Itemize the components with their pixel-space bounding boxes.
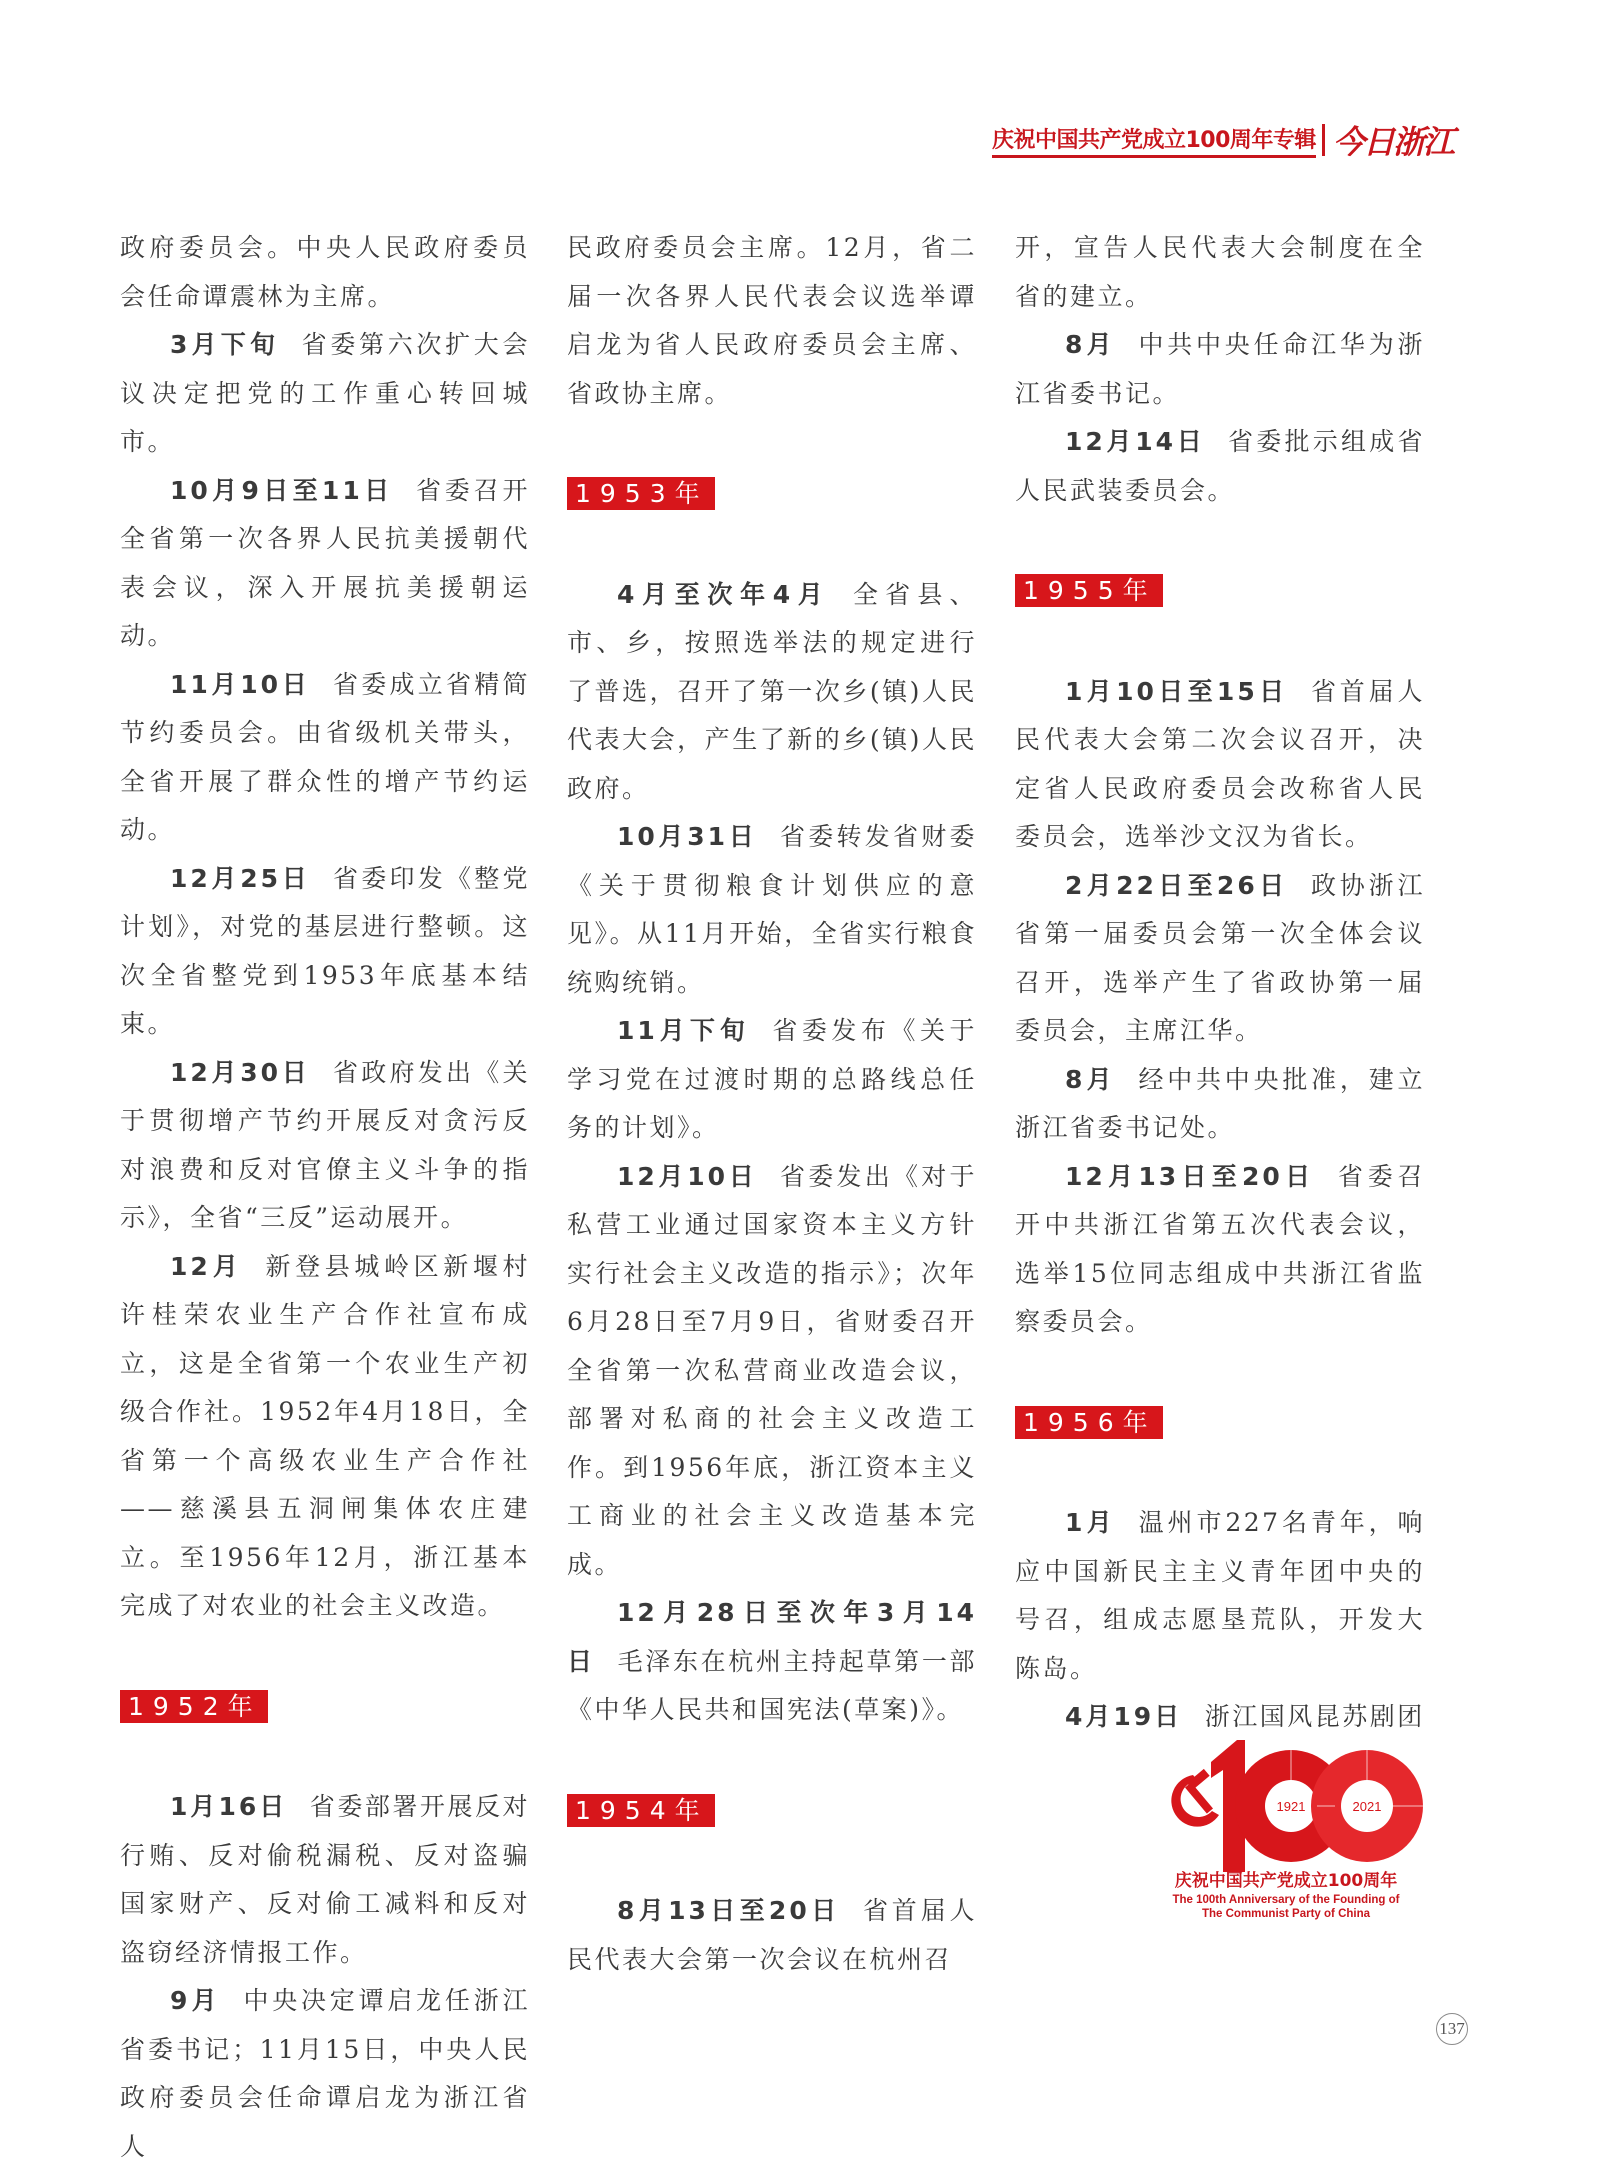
- entry-text: 省委印发《整党计划》，对党的基层进行整顿。这次全省整党到1953年底基本结束。: [120, 863, 530, 1038]
- entry-text: 政府委员会。中央人民政府委员会任命谭震林为主席。: [120, 233, 530, 311]
- entry-date: 12月30日: [170, 1057, 311, 1087]
- chronicle-entry: [567, 813, 977, 1007]
- chronicle-entry: [1015, 321, 1425, 418]
- header-title: 庆祝中国共产党成立100周年专辑: [992, 123, 1316, 158]
- text-column-3: [1015, 224, 1425, 1742]
- entry-text: 中央决定谭启龙任浙江省委书记；11月15日，中央人民政府委员会任命谭启龙为浙江省人: [120, 1986, 530, 2161]
- chronicle-entry: [1015, 862, 1425, 1056]
- entry-text: 民政府委员会主席。12月，省二届一次各界人民代表会议选举谭启龙为省人民政府委员会主席、省政协主席。: [567, 233, 977, 408]
- entry-text: 温州市227名青年，响应中国新民主主义青年团中央的号召，组成志愿垦荒队，开发大陈岛。: [1015, 1508, 1425, 1683]
- entry-text: 省委部署开展反对行贿、反对偷税漏税、反对盗骗国家财产、反对偷工减料和反对盗窃经济情报工作。: [120, 1792, 530, 1967]
- chronicle-entry: [567, 1589, 977, 1735]
- entry-date: 10月9日至11日: [170, 475, 394, 505]
- entry-date: 12月13日至20日: [1065, 1161, 1316, 1191]
- page-number: 137: [1436, 2013, 1468, 2045]
- entry-date: 12月28日至次年3月14日: [567, 1598, 977, 1676]
- entry-date: 12月: [170, 1251, 244, 1281]
- entry-date: 4月至次年4月: [617, 579, 831, 609]
- text-column-2: [567, 224, 977, 1984]
- entry-date: 2月22日至26日: [1065, 870, 1289, 900]
- logo-year-start: 1921: [1276, 1799, 1306, 1814]
- chronicle-entry: [1015, 224, 1425, 321]
- entry-date: 12月25日: [170, 863, 311, 893]
- entry-date: 9月: [170, 1986, 221, 2015]
- chronicle-entry: [567, 571, 977, 814]
- header-divider: [1322, 124, 1325, 156]
- entry-text: 省委转发省财委《关于贯彻粮食计划供应的意见》。从11月开始，全省实行粮食统购统销。: [567, 822, 977, 997]
- entry-text: 省首届人民代表大会第一次会议在杭州召: [567, 1896, 977, 1974]
- entry-text: 经中共中央批准，建立浙江省委书记处。: [1015, 1064, 1425, 1142]
- chronicle-entry: [567, 1887, 977, 1984]
- entry-text: 省委召开全省第一次各界人民抗美援朝代表会议，深入开展抗美援朝运动。: [120, 475, 530, 650]
- text-column-1: [120, 224, 530, 2171]
- entry-date: 1月10日至15日: [1065, 676, 1289, 706]
- year-heading: [1015, 567, 1425, 616]
- year-heading: [1015, 1399, 1425, 1448]
- chronicle-entry: [1015, 418, 1425, 515]
- year-heading: [567, 470, 977, 519]
- year-heading-label: 1953年: [567, 477, 715, 510]
- entry-date: 10月31日: [617, 822, 758, 851]
- entry-date: 8月: [1065, 1064, 1116, 1094]
- chronicle-entry: [120, 1977, 530, 2171]
- entry-text: 开，宣告人民代表大会制度在全省的建立。: [1015, 233, 1425, 311]
- chronicle-entry: [120, 467, 530, 661]
- year-heading: [120, 1683, 530, 1732]
- year-heading: [567, 1787, 977, 1836]
- entry-date: 1月16日: [170, 1792, 288, 1821]
- chronicle-entry: [567, 224, 977, 418]
- entry-text: 浙江国风昆苏剧团: [1204, 1702, 1425, 1731]
- entry-text: 省首届人民代表大会第二次会议召开，决定省人民政府委员会改称省人民委员会，选举沙文汉为省长。: [1015, 676, 1425, 851]
- centenary-emblem-icon: [1141, 1722, 1431, 1922]
- chronicle-entry: [567, 1007, 977, 1153]
- chronicle-entry: [120, 661, 530, 855]
- entry-date: 11月下旬: [617, 1016, 750, 1045]
- logo-english-line-2: The Communist Party of China: [1201, 1908, 1371, 1920]
- entry-date: 8月13日至20日: [617, 1896, 841, 1925]
- entry-text: 省委成立省精简节约委员会。由省级机关带头，全省开展了群众性的增产节约运动。: [120, 669, 530, 844]
- year-heading-label: 1954年: [567, 1794, 715, 1827]
- entry-text: 省委批示组成省人民武装委员会。: [1015, 427, 1425, 505]
- chronicle-entry: [120, 224, 530, 321]
- logo-english-line-1: The 100th Anniversary of the Founding of: [1172, 1894, 1400, 1906]
- entry-text: 省政府发出《关于贯彻增产节约开展反对贪污反对浪费和反对官僚主义斗争的指示》，全省“三反”运动展开。: [120, 1057, 530, 1232]
- entry-text: 省委第六次扩大会议决定把党的工作重心转回城市。: [120, 330, 530, 456]
- logo-title: 庆祝中国共产党成立100周年: [1174, 1871, 1398, 1891]
- entry-text: 毛泽东在杭州主持起草第一部《中华人民共和国宪法(草案)》。: [567, 1646, 977, 1724]
- magazine-logo: 今日浙江: [1332, 123, 1453, 161]
- entry-date: 8月: [1065, 330, 1116, 359]
- entry-text: 中共中央任命江华为浙江省委书记。: [1015, 330, 1425, 408]
- chronicle-entry: [120, 1783, 530, 1977]
- entry-text: 省委召开中共浙江省第五次代表会议，选举15位同志组成中共浙江省监察委员会。: [1015, 1161, 1425, 1336]
- chronicle-entry: [120, 1243, 530, 1631]
- page-header: [992, 122, 1453, 161]
- entry-text: 全省县、市、乡，按照选举法的规定进行了普选，召开了第一次乡(镇)人民代表大会，产生了新的乡(镇)人民政府。: [567, 579, 977, 803]
- entry-text: 新登县城岭区新堰村许桂荣农业生产合作社宣布成立，这是全省第一个农业生产初级合作社。1952年4月18日，全省第一个高级农业生产合作社——慈溪县五洞闸集体农庄建立。至1956年12月，浙江基本完成了对农业的社会主义改造。: [120, 1251, 530, 1620]
- chronicle-entry: [567, 1153, 977, 1590]
- chronicle-entry: [120, 321, 530, 467]
- entry-date: 11月10日: [170, 669, 311, 699]
- centenary-logo: [1141, 1722, 1431, 1922]
- entry-date: 4月19日: [1065, 1702, 1183, 1731]
- year-heading-label: 1955年: [1015, 574, 1163, 607]
- chronicle-entry: [1015, 1056, 1425, 1153]
- entry-date: 3月下旬: [170, 330, 280, 359]
- logo-year-end: 2021: [1352, 1799, 1382, 1814]
- chronicle-entry: [120, 855, 530, 1049]
- entry-text: 省委发出《对于私营工业通过国家资本主义方针实行社会主义改造的指示》；次年6月28日至7月9日，省财委召开全省第一次私营商业改造会议，部署对私商的社会主义改造工作。到1956年底，浙江资本主义工商业的社会主义改造基本完成。: [567, 1161, 977, 1579]
- chronicle-entry: [1015, 1499, 1425, 1693]
- chronicle-entry: [120, 1049, 530, 1243]
- entry-date: 12月10日: [617, 1161, 758, 1191]
- entry-text: 政协浙江省第一届委员会第一次全体会议召开，选举产生了省政协第一届委员会，主席江华。: [1015, 870, 1425, 1045]
- chronicle-entry: [1015, 668, 1425, 862]
- entry-text: 省委发布《关于学习党在过渡时期的总路线总任务的计划》。: [567, 1016, 977, 1142]
- entry-date: 12月14日: [1065, 427, 1206, 456]
- chronicle-entry: [1015, 1153, 1425, 1347]
- entry-date: 1月: [1065, 1508, 1117, 1537]
- year-heading-label: 1956年: [1015, 1406, 1163, 1439]
- year-heading-label: 1952年: [120, 1690, 268, 1723]
